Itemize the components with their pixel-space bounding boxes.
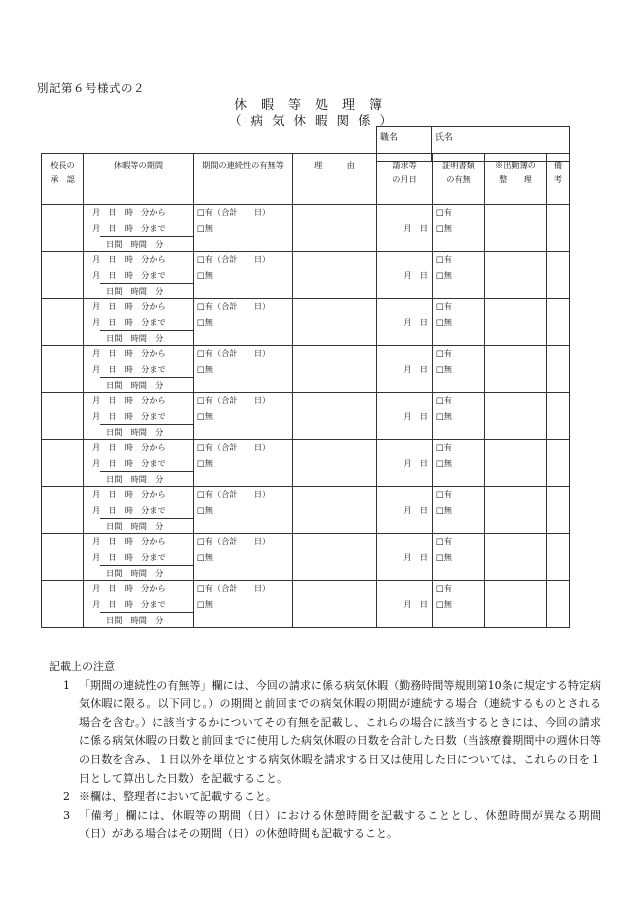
request-date-cell[interactable]: 月 日	[377, 299, 433, 346]
header-reason: 理 由	[293, 154, 377, 205]
approval-cell[interactable]	[42, 252, 84, 299]
note-item: 2 ※欄は、整理者において記載すること。	[63, 790, 277, 804]
continuity-no[interactable]: □無	[197, 410, 213, 421]
approval-cell[interactable]	[42, 534, 84, 581]
period-from: 月 日 時 分から	[92, 395, 166, 405]
continuity-no[interactable]: □無	[197, 504, 213, 515]
attendance-cell[interactable]	[485, 205, 547, 252]
period-cell[interactable]	[84, 534, 194, 581]
table-row	[42, 205, 570, 252]
certificate-no[interactable]: □無	[436, 504, 452, 515]
remarks-cell[interactable]	[547, 299, 570, 346]
header-certificate: 証明書類 の有無	[433, 154, 485, 205]
continuity-yes[interactable]: □有（合計 日）	[197, 442, 271, 452]
period-cell[interactable]	[84, 581, 194, 628]
table-row	[42, 581, 570, 628]
period-cell[interactable]	[84, 252, 194, 299]
certificate-no[interactable]: □無	[436, 457, 452, 468]
reason-cell[interactable]	[293, 346, 377, 393]
table-row	[42, 393, 570, 440]
period-total: 日間 時間 分	[100, 283, 193, 298]
approval-cell[interactable]	[42, 487, 84, 534]
period-cell[interactable]	[84, 205, 194, 252]
continuity-yes[interactable]: □有（合計 日）	[197, 207, 271, 217]
request-date-cell[interactable]: 月 日	[377, 346, 433, 393]
approval-cell[interactable]	[42, 299, 84, 346]
approval-cell[interactable]	[42, 205, 84, 252]
certificate-cell[interactable]	[433, 487, 485, 534]
header-remarks: 備 考	[547, 154, 570, 205]
reason-cell[interactable]	[293, 299, 377, 346]
period-to: 月 日 時 分まで	[92, 551, 166, 562]
period-to: 月 日 時 分まで	[92, 457, 166, 468]
certificate-cell[interactable]	[433, 299, 485, 346]
reason-cell[interactable]	[293, 205, 377, 252]
continuity-yes[interactable]: □有（合計 日）	[197, 348, 271, 358]
table-row	[42, 299, 570, 346]
continuity-no[interactable]: □無	[197, 269, 213, 280]
request-date-cell[interactable]: 月 日	[377, 487, 433, 534]
period-to: 月 日 時 分まで	[92, 410, 166, 421]
certificate-no[interactable]: □無	[436, 410, 452, 421]
reason-cell[interactable]	[293, 440, 377, 487]
request-date-cell[interactable]: 月 日	[377, 581, 433, 628]
period-cell[interactable]	[84, 440, 194, 487]
certificate-cell[interactable]	[433, 440, 485, 487]
note-item: 3 「備考」欄には、休暇等の期間（日）における休憩時間を記載することとし、休憩時間が異なる期間（日）がある場合はその期間（日）の休憩時間も記載すること。	[63, 808, 601, 841]
period-cell[interactable]	[84, 487, 194, 534]
reason-cell[interactable]	[293, 252, 377, 299]
certificate-yes[interactable]: □有	[436, 395, 452, 405]
continuity-yes[interactable]: □有（合計 日）	[197, 536, 271, 546]
continuity-yes[interactable]: □有（合計 日）	[197, 301, 271, 311]
header-request-date: 請求等 の月日	[377, 154, 433, 205]
period-from: 月 日 時 分から	[92, 536, 166, 546]
continuity-yes[interactable]: □有（合計 日）	[197, 583, 271, 593]
leave-record-table	[41, 153, 570, 628]
header-continuity: 期間の連続性の有無等	[194, 154, 293, 205]
remarks-cell[interactable]	[547, 252, 570, 299]
attendance-cell[interactable]	[485, 440, 547, 487]
certificate-yes[interactable]: □有	[436, 348, 452, 358]
period-to: 月 日 時 分まで	[92, 222, 166, 233]
period-total: 日間 時間 分	[100, 424, 193, 439]
notes-section	[49, 658, 601, 844]
certificate-yes[interactable]: □有	[436, 583, 452, 593]
continuity-no[interactable]: □無	[197, 598, 213, 609]
certificate-yes[interactable]: □有	[436, 254, 452, 264]
period-total: 日間 時間 分	[100, 612, 193, 627]
header-attendance: ※出勤簿の 整 理	[485, 154, 547, 205]
request-date-cell[interactable]: 月 日	[377, 440, 433, 487]
period-from: 月 日 時 分から	[92, 254, 166, 264]
certificate-cell[interactable]	[433, 393, 485, 440]
table-row	[42, 252, 570, 299]
continuity-no[interactable]: □無	[197, 363, 213, 374]
approval-cell[interactable]	[42, 346, 84, 393]
approval-cell[interactable]	[42, 393, 84, 440]
certificate-yes[interactable]: □有	[436, 536, 452, 546]
approval-cell[interactable]	[42, 440, 84, 487]
period-total: 日間 時間 分	[100, 236, 193, 251]
period-total: 日間 時間 分	[100, 565, 193, 580]
attendance-cell[interactable]	[485, 487, 547, 534]
period-from: 月 日 時 分から	[92, 301, 166, 311]
period-to: 月 日 時 分まで	[92, 598, 166, 609]
continuity-cell[interactable]	[194, 534, 293, 581]
remarks-cell[interactable]	[547, 393, 570, 440]
notes-heading: 記載上の注意	[49, 660, 115, 673]
attendance-cell[interactable]	[485, 393, 547, 440]
period-to: 月 日 時 分まで	[92, 504, 166, 515]
page-subtitle: （病気休暇関係）	[228, 113, 401, 128]
note-item: 1 「期間の連続性の有無等」欄には、今回の請求に係る病気休暇（勤務時間等規則第10条に規定する特定病気休暇に限る。以下同じ。）の期間と前回までの病気休暇の期間が連続する場合（連続するものとされる場合を含む。）に該当するかについてその有無を記載し、これらの場合に該当するときには、今回の請求に係る病気休暇の日数と前回までに使用した病気休暇の日数を合計した日数（当該療養期間中の週休日等の日数を含み、１日以外を単位とする病気休暇を請求する日又は使用した日については、これらの日を１日として算出した日数）を記載すること。	[63, 678, 601, 785]
continuity-cell[interactable]	[194, 205, 293, 252]
certificate-yes[interactable]: □有	[436, 442, 452, 452]
continuity-yes[interactable]: □有（合計 日）	[197, 489, 271, 499]
certificate-cell[interactable]	[433, 252, 485, 299]
period-total: 日間 時間 分	[100, 518, 193, 533]
request-date-cell[interactable]: 月 日	[377, 252, 433, 299]
continuity-cell[interactable]	[194, 299, 293, 346]
continuity-cell[interactable]	[194, 440, 293, 487]
continuity-no[interactable]: □無	[197, 316, 213, 327]
period-from: 月 日 時 分から	[92, 442, 166, 452]
request-date-cell[interactable]: 月 日	[377, 393, 433, 440]
certificate-yes[interactable]: □有	[436, 207, 452, 217]
table-header-row	[42, 154, 570, 205]
post-label: 職名	[380, 133, 399, 143]
remarks-cell[interactable]	[547, 346, 570, 393]
form-label: 別記第６号様式の２	[37, 81, 145, 95]
attendance-cell[interactable]	[485, 581, 547, 628]
attendance-cell[interactable]	[485, 252, 547, 299]
certificate-no[interactable]: □無	[436, 598, 452, 609]
continuity-cell[interactable]	[194, 581, 293, 628]
period-from: 月 日 時 分から	[92, 348, 166, 358]
certificate-yes[interactable]: □有	[436, 489, 452, 499]
request-date-cell[interactable]: 月 日	[377, 205, 433, 252]
period-to: 月 日 時 分まで	[92, 316, 166, 327]
continuity-cell[interactable]	[194, 346, 293, 393]
reason-cell[interactable]	[293, 581, 377, 628]
table-row	[42, 346, 570, 393]
period-to: 月 日 時 分まで	[92, 363, 166, 374]
header-period: 休暇等の期間	[84, 154, 194, 205]
continuity-cell[interactable]	[194, 252, 293, 299]
period-total: 日間 時間 分	[100, 377, 193, 392]
remarks-cell[interactable]	[547, 487, 570, 534]
certificate-no[interactable]: □無	[436, 551, 452, 562]
certificate-cell[interactable]	[433, 346, 485, 393]
certificate-cell[interactable]	[433, 581, 485, 628]
period-total: 日間 時間 分	[100, 330, 193, 345]
header-approval: 校長の 承 認	[42, 154, 84, 205]
certificate-no[interactable]: □無	[436, 316, 452, 327]
certificate-no[interactable]: □無	[436, 269, 452, 280]
remarks-cell[interactable]	[547, 440, 570, 487]
continuity-no[interactable]: □無	[197, 551, 213, 562]
remarks-cell[interactable]	[547, 205, 570, 252]
continuity-yes[interactable]: □有（合計 日）	[197, 254, 271, 264]
period-from: 月 日 時 分から	[92, 207, 166, 217]
period-from: 月 日 時 分から	[92, 489, 166, 499]
reason-cell[interactable]	[293, 487, 377, 534]
table-row	[42, 534, 570, 581]
continuity-yes[interactable]: □有（合計 日）	[197, 395, 271, 405]
certificate-cell[interactable]	[433, 534, 485, 581]
period-cell[interactable]	[84, 393, 194, 440]
period-from: 月 日 時 分から	[92, 583, 166, 593]
period-cell[interactable]	[84, 299, 194, 346]
reason-cell[interactable]	[293, 534, 377, 581]
certificate-no[interactable]: □無	[436, 222, 452, 233]
reason-cell[interactable]	[293, 393, 377, 440]
continuity-cell[interactable]	[194, 487, 293, 534]
certificate-cell[interactable]	[433, 205, 485, 252]
remarks-cell[interactable]	[547, 581, 570, 628]
period-cell[interactable]	[84, 346, 194, 393]
continuity-no[interactable]: □無	[197, 457, 213, 468]
period-total: 日間 時間 分	[100, 471, 193, 486]
table-row	[42, 487, 570, 534]
name-label: 氏名	[435, 133, 454, 143]
continuity-cell[interactable]	[194, 393, 293, 440]
certificate-yes[interactable]: □有	[436, 301, 452, 311]
table-row	[42, 440, 570, 487]
approval-cell[interactable]	[42, 581, 84, 628]
request-date-cell[interactable]: 月 日	[377, 534, 433, 581]
remarks-cell[interactable]	[547, 534, 570, 581]
attendance-cell[interactable]	[485, 299, 547, 346]
attendance-cell[interactable]	[485, 346, 547, 393]
continuity-no[interactable]: □無	[197, 222, 213, 233]
certificate-no[interactable]: □無	[436, 363, 452, 374]
page-title: 休暇等処理簿	[233, 98, 396, 113]
attendance-cell[interactable]	[485, 534, 547, 581]
period-to: 月 日 時 分まで	[92, 269, 166, 280]
